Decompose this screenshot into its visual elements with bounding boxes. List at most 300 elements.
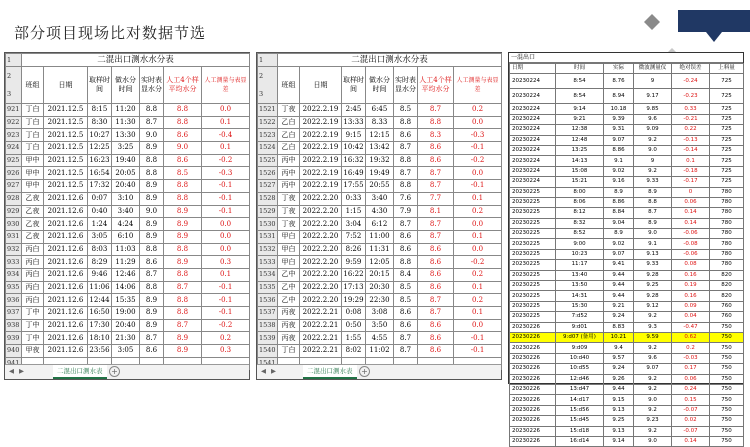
cell[interactable]: 9.44 bbox=[604, 270, 634, 280]
cell-date[interactable]: 2021.12.5 bbox=[44, 167, 88, 180]
cell-t2[interactable]: 22:30 bbox=[366, 294, 394, 307]
cell-t1[interactable]: 16:22 bbox=[342, 268, 366, 281]
cell-team[interactable]: 乙白 bbox=[278, 129, 300, 142]
cell-diff[interactable]: -0.1 bbox=[454, 180, 502, 193]
cell-diff[interactable]: 0.1 bbox=[454, 192, 502, 205]
cell[interactable]: 8.9 bbox=[604, 229, 634, 239]
cell[interactable]: -0.06 bbox=[672, 229, 710, 239]
cell[interactable]: 15:08 bbox=[556, 166, 604, 176]
cell[interactable]: 9.44 bbox=[604, 291, 634, 301]
cell[interactable]: 20230226 bbox=[510, 426, 556, 436]
cell-team[interactable]: 乙中 bbox=[278, 294, 300, 307]
cell[interactable]: 15:d18 bbox=[556, 426, 604, 436]
cell-date[interactable]: 2021.12.6 bbox=[44, 281, 88, 294]
cell-t2[interactable]: 3:05 bbox=[112, 345, 140, 358]
cell-diff[interactable]: 0.3 bbox=[202, 345, 250, 358]
cell[interactable]: 0.09 bbox=[672, 301, 710, 311]
cell[interactable]: 8.9 bbox=[604, 187, 634, 197]
cell[interactable]: 15:21 bbox=[556, 177, 604, 187]
cell[interactable]: 20230224 bbox=[510, 177, 556, 187]
cell[interactable]: 9.2 bbox=[634, 312, 672, 322]
cell-avg[interactable]: 8.6 bbox=[418, 345, 454, 358]
cell-diff[interactable]: 0.0 bbox=[454, 116, 502, 129]
cell-date[interactable]: 2021.12.6 bbox=[44, 332, 88, 345]
cell[interactable]: 0.02 bbox=[672, 416, 710, 426]
cell-diff[interactable]: -0.1 bbox=[202, 192, 250, 205]
cell[interactable]: 9 bbox=[634, 156, 672, 166]
cell[interactable]: 820 bbox=[710, 281, 744, 291]
cell[interactable]: 0 bbox=[672, 187, 710, 197]
cell[interactable]: 780 bbox=[710, 260, 744, 270]
cell-t2[interactable]: 13:42 bbox=[366, 142, 394, 155]
cell[interactable]: 8.76 bbox=[604, 74, 634, 89]
cell-t1[interactable]: 0:33 bbox=[342, 192, 366, 205]
cell[interactable]: 9.28 bbox=[634, 270, 672, 280]
cell[interactable]: 10:d40 bbox=[556, 353, 604, 363]
cell[interactable]: 11:17 bbox=[556, 260, 604, 270]
cell[interactable]: 725 bbox=[710, 89, 744, 104]
cell[interactable]: 750 bbox=[710, 364, 744, 374]
cell-t2[interactable]: 3:25 bbox=[112, 142, 140, 155]
cell-diff[interactable]: 0.1 bbox=[454, 281, 502, 294]
cell-date[interactable]: 2022.2.19 bbox=[300, 142, 342, 155]
cell[interactable]: 8:52 bbox=[556, 229, 604, 239]
cell-t2[interactable]: 8.33 bbox=[366, 116, 394, 129]
cell[interactable]: -0.13 bbox=[672, 135, 710, 145]
cell[interactable]: 20230226 bbox=[510, 384, 556, 394]
cell[interactable]: 20230224 bbox=[510, 104, 556, 114]
cell[interactable]: 13:50 bbox=[556, 281, 604, 291]
cell[interactable]: 9.6 bbox=[634, 114, 672, 124]
cell-t2[interactable]: 20:05 bbox=[112, 167, 140, 180]
cell-t1[interactable]: 17:30 bbox=[88, 319, 112, 332]
cell[interactable]: 13:40 bbox=[556, 270, 604, 280]
cell-t1[interactable]: 0:07 bbox=[88, 192, 112, 205]
cell-avg[interactable]: 8.7 bbox=[418, 294, 454, 307]
cell-date[interactable]: 2022.2.19 bbox=[300, 167, 342, 180]
cell-diff[interactable]: -0.2 bbox=[202, 319, 250, 332]
cell[interactable]: 725 bbox=[710, 166, 744, 176]
cell[interactable]: 9:21 bbox=[556, 114, 604, 124]
cell-t2[interactable]: 11:31 bbox=[366, 243, 394, 256]
cell[interactable]: 9.85 bbox=[634, 104, 672, 114]
cell-t1[interactable]: 8:29 bbox=[88, 256, 112, 269]
cell[interactable]: 20230225 bbox=[510, 312, 556, 322]
cell[interactable]: 0.1 bbox=[672, 156, 710, 166]
cell[interactable]: 780 bbox=[710, 208, 744, 218]
cell-diff[interactable]: 0.2 bbox=[454, 205, 502, 218]
cell-team[interactable]: 丙中 bbox=[278, 154, 300, 167]
tab-scroll-right-icon[interactable]: ▶ bbox=[19, 367, 24, 375]
cell-v[interactable]: 8.5 bbox=[394, 104, 418, 117]
cell-avg[interactable]: 8.8 bbox=[164, 180, 202, 193]
cell-team[interactable]: 丙夜 bbox=[278, 307, 300, 320]
cell[interactable]: 9.3 bbox=[634, 322, 672, 332]
cell-date[interactable]: 2021.12.5 bbox=[44, 104, 88, 117]
cell-diff[interactable]: 0.1 bbox=[202, 116, 250, 129]
cell[interactable]: 9.0 bbox=[634, 145, 672, 155]
cell[interactable]: 0.2 bbox=[672, 343, 710, 353]
cell-v[interactable]: 8.5 bbox=[394, 294, 418, 307]
cell-t2[interactable]: 19:40 bbox=[112, 154, 140, 167]
cell[interactable]: 9.6 bbox=[634, 353, 672, 363]
cell-v[interactable]: 8.9 bbox=[140, 294, 164, 307]
cell[interactable]: 725 bbox=[710, 177, 744, 187]
cell[interactable]: 20230226 bbox=[510, 395, 556, 405]
cell-avg[interactable]: 8.7 bbox=[418, 307, 454, 320]
cell-v[interactable]: 9.0 bbox=[140, 129, 164, 142]
cell[interactable]: 9.57 bbox=[604, 353, 634, 363]
cell-t2[interactable]: 11:00 bbox=[366, 230, 394, 243]
cell[interactable]: 9 bbox=[634, 74, 672, 89]
cell[interactable]: 725 bbox=[710, 74, 744, 89]
cell[interactable]: 750 bbox=[710, 322, 744, 332]
cell-v[interactable]: 8.9 bbox=[140, 230, 164, 243]
cell-t2[interactable]: 20:55 bbox=[366, 180, 394, 193]
cell[interactable]: 0.22 bbox=[672, 125, 710, 135]
cell-team[interactable]: 乙夜 bbox=[22, 205, 44, 218]
cell-avg[interactable]: 8.9 bbox=[164, 345, 202, 358]
cell-t1[interactable]: 1:55 bbox=[342, 332, 366, 345]
cell-v[interactable]: 8.6 bbox=[394, 129, 418, 142]
cell[interactable]: 20230225 bbox=[510, 208, 556, 218]
cell[interactable]: 20230224 bbox=[510, 145, 556, 155]
cell-avg[interactable]: 8.6 bbox=[418, 332, 454, 345]
cell[interactable]: 20230224 bbox=[510, 89, 556, 104]
cell-t2[interactable]: 11:03 bbox=[112, 243, 140, 256]
add-sheet-icon[interactable]: + bbox=[109, 366, 120, 377]
cell[interactable]: 725 bbox=[710, 145, 744, 155]
cell-team[interactable]: 丁夜 bbox=[278, 104, 300, 117]
cell-t1[interactable]: 8:26 bbox=[342, 243, 366, 256]
cell[interactable]: 8:00 bbox=[556, 187, 604, 197]
cell-v[interactable]: 8.8 bbox=[394, 116, 418, 129]
cell-date[interactable]: 2022.2.19 bbox=[300, 116, 342, 129]
cell-diff[interactable]: 0.1 bbox=[202, 142, 250, 155]
cell-avg[interactable]: 8.8 bbox=[164, 268, 202, 281]
cell-v[interactable]: 8.7 bbox=[394, 345, 418, 358]
cell[interactable]: 9.33 bbox=[634, 260, 672, 270]
cell[interactable]: 0.17 bbox=[672, 364, 710, 374]
cell-v[interactable]: 9.0 bbox=[140, 205, 164, 218]
cell[interactable]: 780 bbox=[710, 249, 744, 259]
cell-avg[interactable]: 8.8 bbox=[164, 307, 202, 320]
cell-t2[interactable]: 11:20 bbox=[112, 104, 140, 117]
cell[interactable]: 13:d47 bbox=[556, 384, 604, 394]
cell-t1[interactable]: 16:32 bbox=[342, 154, 366, 167]
cell[interactable]: 9.16 bbox=[604, 177, 634, 187]
cell[interactable]: 9.2 bbox=[634, 426, 672, 436]
cell-v[interactable]: 8.8 bbox=[140, 154, 164, 167]
cell-team[interactable]: 丁夜 bbox=[278, 218, 300, 231]
cell-avg[interactable]: 8.1 bbox=[418, 205, 454, 218]
cell-v[interactable]: 8.8 bbox=[140, 243, 164, 256]
cell[interactable]: 9.13 bbox=[604, 405, 634, 415]
cell[interactable]: 750 bbox=[710, 374, 744, 384]
cell[interactable]: 725 bbox=[710, 135, 744, 145]
cell[interactable]: 10.21 bbox=[604, 332, 634, 342]
cell-t2[interactable]: 13:30 bbox=[112, 129, 140, 142]
cell-avg[interactable]: 8.7 bbox=[164, 319, 202, 332]
cell[interactable]: 14:d17 bbox=[556, 395, 604, 405]
cell-avg[interactable]: 8.8 bbox=[164, 243, 202, 256]
cell[interactable]: 9.2 bbox=[634, 166, 672, 176]
cell-date[interactable]: 2022.2.20 bbox=[300, 218, 342, 231]
cell[interactable]: 725 bbox=[710, 156, 744, 166]
cell[interactable]: 9.02 bbox=[604, 239, 634, 249]
cell-date[interactable]: 2022.2.20 bbox=[300, 294, 342, 307]
cell-diff[interactable]: 0.0 bbox=[202, 230, 250, 243]
cell-avg[interactable]: 8.9 bbox=[164, 205, 202, 218]
cell[interactable]: 8:06 bbox=[556, 197, 604, 207]
cell[interactable]: 9.2 bbox=[634, 374, 672, 384]
cell-date[interactable]: 2021.12.6 bbox=[44, 345, 88, 358]
cell-t2[interactable]: 12:05 bbox=[366, 256, 394, 269]
cell-date[interactable]: 2021.12.5 bbox=[44, 129, 88, 142]
cell[interactable]: 20230224 bbox=[510, 74, 556, 89]
cell[interactable]: 0.16 bbox=[672, 270, 710, 280]
cell-diff[interactable]: -0.3 bbox=[454, 129, 502, 142]
cell-team[interactable]: 甲中 bbox=[22, 167, 44, 180]
cell[interactable]: 9.02 bbox=[604, 166, 634, 176]
cell[interactable]: 9:14 bbox=[556, 104, 604, 114]
cell-t1[interactable]: 16:50 bbox=[88, 307, 112, 320]
cell[interactable]: 15:d45 bbox=[556, 416, 604, 426]
cell-date[interactable]: 2021.12.6 bbox=[44, 243, 88, 256]
cell[interactable]: 0.19 bbox=[672, 281, 710, 291]
cell-team[interactable]: 乙白 bbox=[278, 142, 300, 155]
cell[interactable]: 8.9 bbox=[634, 187, 672, 197]
cell-diff[interactable]: 0.0 bbox=[454, 319, 502, 332]
cell-avg[interactable]: 8.9 bbox=[164, 256, 202, 269]
cell-t2[interactable]: 4:30 bbox=[366, 205, 394, 218]
cell-t2[interactable]: 3:50 bbox=[366, 319, 394, 332]
cell-diff[interactable]: 0.0 bbox=[202, 218, 250, 231]
cell[interactable]: 0.14 bbox=[672, 208, 710, 218]
cell-avg[interactable]: 8.9 bbox=[164, 218, 202, 231]
cell-diff[interactable]: -0.1 bbox=[202, 180, 250, 193]
cell[interactable]: 20230226 bbox=[510, 343, 556, 353]
cell-t1[interactable]: 1:24 bbox=[88, 218, 112, 231]
cell[interactable]: 9.39 bbox=[604, 114, 634, 124]
cell-team[interactable]: 乙白 bbox=[278, 116, 300, 129]
cell-v[interactable]: 8.6 bbox=[394, 230, 418, 243]
cell-v[interactable]: 8.8 bbox=[394, 180, 418, 193]
cell[interactable]: 12:48 bbox=[556, 135, 604, 145]
cell-team[interactable]: 甲白 bbox=[278, 230, 300, 243]
cell-t1[interactable]: 10:42 bbox=[342, 142, 366, 155]
cell[interactable]: 9.1 bbox=[634, 239, 672, 249]
cell[interactable]: 9.2 bbox=[634, 384, 672, 394]
cell[interactable]: 9.33 bbox=[634, 177, 672, 187]
cell[interactable]: 8:54 bbox=[556, 89, 604, 104]
cell-t2[interactable]: 11:30 bbox=[112, 116, 140, 129]
cell-v[interactable]: 8.5 bbox=[394, 281, 418, 294]
cell-team[interactable]: 丁夜 bbox=[278, 192, 300, 205]
cell[interactable]: 10:d55 bbox=[556, 364, 604, 374]
cell-team[interactable]: 甲中 bbox=[22, 154, 44, 167]
cell[interactable]: 20230226 bbox=[510, 416, 556, 426]
cell-t1[interactable]: 8:02 bbox=[342, 345, 366, 358]
cell-avg[interactable]: 8.6 bbox=[418, 281, 454, 294]
cell[interactable]: 20230224 bbox=[510, 135, 556, 145]
cell[interactable]: 16:d14 bbox=[556, 436, 604, 446]
cell-date[interactable]: 2022.2.21 bbox=[300, 307, 342, 320]
cell-diff[interactable]: -0.1 bbox=[454, 345, 502, 358]
cell[interactable]: 20230226 bbox=[510, 405, 556, 415]
cell[interactable]: 15:30 bbox=[556, 301, 604, 311]
cell-date[interactable]: 2022.2.21 bbox=[300, 319, 342, 332]
cell[interactable]: 20230225 bbox=[510, 301, 556, 311]
cell[interactable]: -0.03 bbox=[672, 353, 710, 363]
cell-t1[interactable]: 1:15 bbox=[342, 205, 366, 218]
cell-t1[interactable]: 3:05 bbox=[88, 230, 112, 243]
cell[interactable]: 9.07 bbox=[604, 135, 634, 145]
cell-v[interactable]: 8.7 bbox=[394, 142, 418, 155]
sheet-tab-active[interactable]: 二混出口测水表 bbox=[53, 365, 107, 379]
cell[interactable]: 9.59 bbox=[634, 332, 672, 342]
cell-avg[interactable]: 8.9 bbox=[164, 332, 202, 345]
cell[interactable]: 10:23 bbox=[556, 249, 604, 259]
cell-date[interactable]: 2022.2.20 bbox=[300, 256, 342, 269]
cell-avg[interactable]: 8.6 bbox=[164, 154, 202, 167]
cell[interactable]: 9.1 bbox=[604, 156, 634, 166]
cell-date[interactable]: 2021.12.6 bbox=[44, 192, 88, 205]
cell-avg[interactable]: 8.5 bbox=[164, 167, 202, 180]
cell-t2[interactable]: 19:49 bbox=[366, 167, 394, 180]
cell[interactable]: 780 bbox=[710, 229, 744, 239]
cell[interactable]: 9.07 bbox=[634, 364, 672, 374]
cell-date[interactable]: 2021.12.5 bbox=[44, 154, 88, 167]
cell-date[interactable]: 2022.2.21 bbox=[300, 345, 342, 358]
cell-v[interactable]: 8.8 bbox=[140, 167, 164, 180]
cell[interactable]: 9.0 bbox=[634, 436, 672, 446]
cell-avg[interactable]: 8.8 bbox=[164, 104, 202, 117]
cell[interactable]: 20230226 bbox=[510, 374, 556, 384]
cell-team[interactable]: 丙白 bbox=[22, 294, 44, 307]
cell-v[interactable]: 8.7 bbox=[140, 332, 164, 345]
cell-v[interactable]: 8.9 bbox=[140, 192, 164, 205]
cell-diff[interactable]: -0.4 bbox=[202, 129, 250, 142]
cell-avg[interactable]: 8.8 bbox=[164, 294, 202, 307]
cell-diff[interactable]: 0.0 bbox=[202, 243, 250, 256]
cell[interactable]: 760 bbox=[710, 301, 744, 311]
cell-diff[interactable]: 0.0 bbox=[454, 243, 502, 256]
cell-team[interactable]: 丙夜 bbox=[278, 332, 300, 345]
cell-team[interactable]: 甲白 bbox=[278, 243, 300, 256]
cell[interactable]: 820 bbox=[710, 291, 744, 301]
cell[interactable]: 20230226 bbox=[510, 332, 556, 342]
cell[interactable]: 12:d46 bbox=[556, 374, 604, 384]
cell-diff[interactable]: 0.2 bbox=[454, 268, 502, 281]
cell-t2[interactable]: 21:30 bbox=[112, 332, 140, 345]
cell-team[interactable]: 乙夜 bbox=[22, 218, 44, 231]
cell-t1[interactable]: 8:30 bbox=[88, 116, 112, 129]
cell-t2[interactable]: 4:55 bbox=[366, 332, 394, 345]
cell-avg[interactable]: 8.7 bbox=[418, 104, 454, 117]
cell[interactable]: 20230225 bbox=[510, 218, 556, 228]
cell[interactable]: 9.07 bbox=[604, 249, 634, 259]
cell[interactable]: 750 bbox=[710, 405, 744, 415]
cell-t2[interactable]: 20:30 bbox=[366, 281, 394, 294]
cell[interactable]: 0.62 bbox=[672, 332, 710, 342]
cell-team[interactable]: 甲夜 bbox=[22, 345, 44, 358]
tab-scroll-left-icon[interactable]: ◀ bbox=[9, 367, 14, 375]
cell[interactable]: 750 bbox=[710, 436, 744, 446]
cell-team[interactable]: 乙中 bbox=[278, 281, 300, 294]
cell[interactable]: 20230225 bbox=[510, 187, 556, 197]
cell-avg[interactable]: 8.8 bbox=[164, 192, 202, 205]
cell-t1[interactable]: 10:27 bbox=[88, 129, 112, 142]
cell[interactable]: 725 bbox=[710, 125, 744, 135]
cell[interactable]: 780 bbox=[710, 187, 744, 197]
cell-date[interactable]: 2021.12.6 bbox=[44, 319, 88, 332]
cell-t2[interactable]: 3:40 bbox=[366, 192, 394, 205]
cell-date[interactable]: 2021.12.5 bbox=[44, 180, 88, 193]
cell-date[interactable]: 2021.12.6 bbox=[44, 268, 88, 281]
cell[interactable]: 0.24 bbox=[672, 384, 710, 394]
cell[interactable]: -0.17 bbox=[672, 177, 710, 187]
cell-team[interactable]: 甲中 bbox=[22, 180, 44, 193]
cell[interactable]: 9.44 bbox=[604, 281, 634, 291]
cell-diff[interactable]: 0.3 bbox=[202, 256, 250, 269]
cell-t1[interactable]: 8:03 bbox=[88, 243, 112, 256]
cell[interactable]: 9.25 bbox=[634, 281, 672, 291]
cell-t1[interactable]: 9:15 bbox=[342, 129, 366, 142]
cell[interactable]: 9:d07 (备用) bbox=[556, 332, 604, 342]
cell[interactable]: -0.47 bbox=[672, 322, 710, 332]
cell[interactable]: 20230225 bbox=[510, 197, 556, 207]
cell-team[interactable]: 乙夜 bbox=[22, 230, 44, 243]
cell-team[interactable]: 丁白 bbox=[22, 129, 44, 142]
cell[interactable]: 20230224 bbox=[510, 156, 556, 166]
cell-team[interactable]: 丁白 bbox=[22, 104, 44, 117]
cell[interactable]: 9.0 bbox=[634, 229, 672, 239]
cell-team[interactable]: 丁中 bbox=[22, 319, 44, 332]
cell-diff[interactable]: -0.1 bbox=[454, 142, 502, 155]
cell-diff[interactable]: -0.3 bbox=[202, 167, 250, 180]
cell[interactable]: -0.21 bbox=[672, 114, 710, 124]
cell-team[interactable]: 丁中 bbox=[22, 307, 44, 320]
cell-t2[interactable]: 6:12 bbox=[366, 218, 394, 231]
cell-v[interactable]: 8.8 bbox=[140, 104, 164, 117]
cell[interactable]: 9.26 bbox=[604, 374, 634, 384]
cell[interactable]: 780 bbox=[710, 218, 744, 228]
cell-date[interactable]: 2022.2.20 bbox=[300, 205, 342, 218]
cell-date[interactable]: 2022.2.20 bbox=[300, 268, 342, 281]
cell[interactable]: 780 bbox=[710, 239, 744, 249]
cell-date[interactable]: 2021.12.6 bbox=[44, 205, 88, 218]
cell[interactable]: 760 bbox=[710, 312, 744, 322]
cell-v[interactable]: 8.6 bbox=[394, 319, 418, 332]
cell[interactable]: 9.2 bbox=[634, 405, 672, 415]
cell[interactable]: -0.08 bbox=[672, 239, 710, 249]
cell[interactable]: 9.15 bbox=[604, 395, 634, 405]
cell[interactable]: 8:32 bbox=[556, 218, 604, 228]
cell-t2[interactable]: 11:29 bbox=[112, 256, 140, 269]
cell[interactable]: 20230224 bbox=[510, 114, 556, 124]
cell-team[interactable]: 乙夜 bbox=[22, 192, 44, 205]
cell-v[interactable]: 8.7 bbox=[394, 332, 418, 345]
cell-team[interactable]: 甲白 bbox=[278, 256, 300, 269]
cell-team[interactable]: 丙白 bbox=[22, 256, 44, 269]
cell[interactable]: 9.14 bbox=[604, 436, 634, 446]
add-sheet-icon[interactable]: + bbox=[359, 366, 370, 377]
cell-avg[interactable]: 8.6 bbox=[164, 129, 202, 142]
cell-avg[interactable]: 9.0 bbox=[164, 142, 202, 155]
cell[interactable]: 12:38 bbox=[556, 125, 604, 135]
cell-v[interactable]: 8.9 bbox=[140, 307, 164, 320]
